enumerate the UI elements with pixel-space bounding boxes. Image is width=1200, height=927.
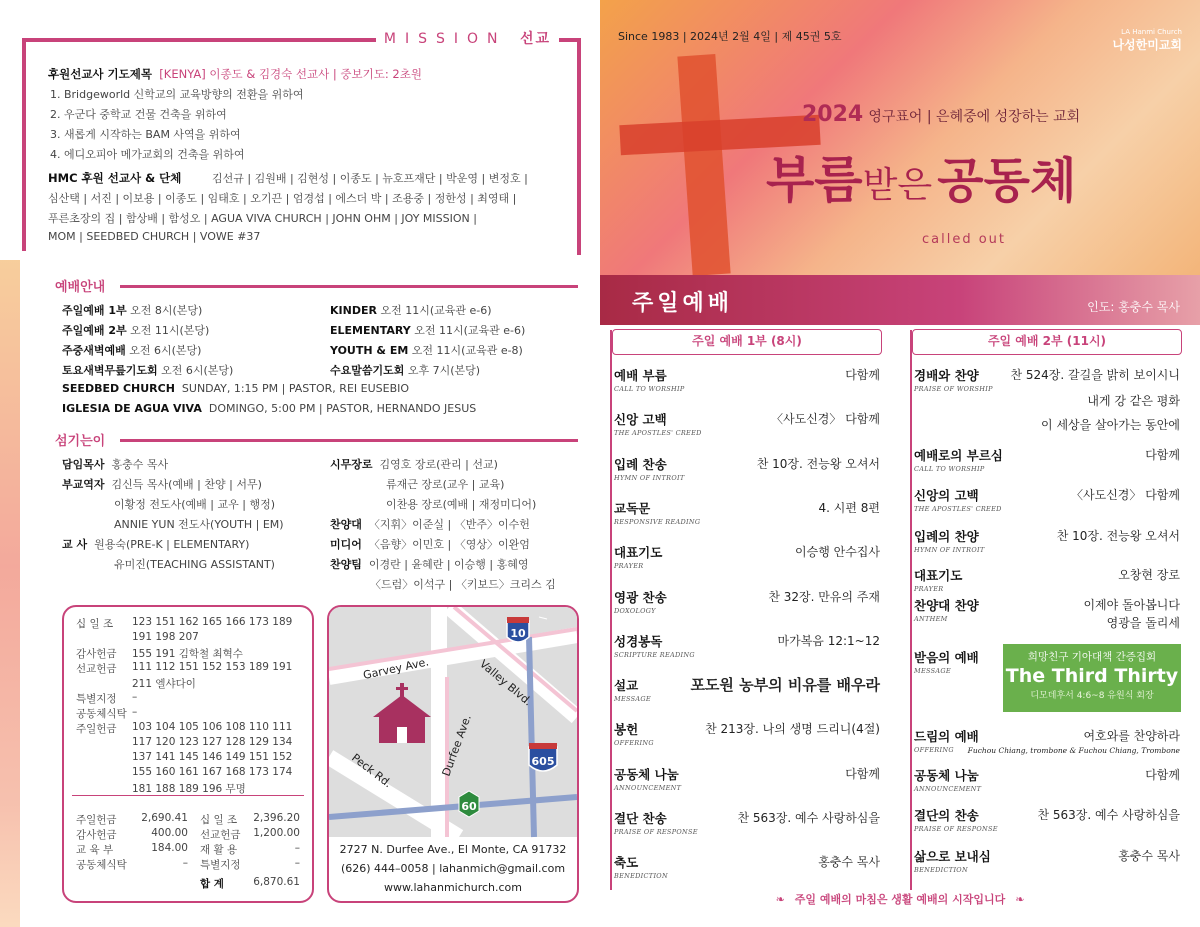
order-item-subtitle: PRAISE OF RESPONSE (614, 828, 698, 836)
green-banner: 희망친구 기아대책 간증집회 The Third Thirty 디모데후서 4:6~8 유원식 회장 (1003, 644, 1181, 712)
service1-title: 주일 예배 1부 (8시) (612, 329, 882, 355)
order-item-title: 신앙의 고백 (914, 488, 979, 503)
offering-row-value: – (132, 706, 138, 718)
worship-item: ELEMENTARY 오전 11시(교육관 e-6) (330, 324, 526, 337)
worship-info-title: 예배안내 (55, 280, 106, 295)
order-item-title: 영광 찬송 (614, 589, 667, 605)
offering-row-value: 103 104 105 106 108 110 111 (132, 721, 293, 733)
order-item-detail: 4. 시편 8편 (818, 500, 880, 515)
offering-row-label: 특별지정 (76, 693, 117, 705)
order-item-title: 봉헌 (614, 722, 639, 738)
order-item-title: 경배와 찬양 (914, 368, 979, 383)
order-item-title: 공동체 나눔 (914, 768, 979, 783)
order-item-detail: 홍충수 목사 (1118, 849, 1180, 863)
svg-text:10: 10 (510, 627, 526, 640)
svg-text:Peck Rd.: Peck Rd. (349, 751, 395, 791)
order-item-subtitle: OFFERING (614, 739, 654, 748)
order-item-detail: 찬 10장. 전능왕 오셔서 (756, 456, 880, 471)
order-item-title: 대표기도 (614, 545, 663, 561)
order-item-subtitle: MESSAGE (614, 695, 651, 704)
order-item-detail: 〈사도신경〉 다함께 (771, 412, 880, 427)
order-item-title: 설교 (614, 678, 639, 694)
staff-row: 미디어 〈음향〉이민호 | 〈영상〉이완엄 (330, 538, 530, 551)
svg-text:605: 605 (531, 755, 555, 768)
staff-row: 〈드럼〉이석구 | 〈키보드〉크리스 김 (370, 578, 556, 591)
order-item-title: 결단 찬송 (614, 811, 667, 826)
interstate-10-icon (507, 617, 529, 642)
order-item-subtitle: OFFERING (914, 746, 954, 754)
worship-item: YOUTH & EM 오전 11시(교육관 e-8) (330, 344, 523, 357)
order-item-detail: 내게 강 같은 평화 (1087, 394, 1180, 408)
staff-row: 류재근 장로(교우 | 교육) (386, 478, 505, 491)
total-value: 6,870.61 (253, 876, 300, 888)
order-item-title: 신앙 고백 (614, 412, 667, 428)
prayer-item: 1. Bridgeworld 신학교의 교육방향의 전환을 위하여 (50, 88, 304, 101)
service-leader: 인도: 홍충수 목사 (1087, 300, 1180, 314)
worship-item: 주중새벽예배 오전 6시(본당) (62, 344, 202, 357)
prayer-item: 4. 에디오피아 메가교회의 건축을 위하여 (50, 148, 245, 161)
offering-row-value: 111 112 151 152 153 189 191 (132, 661, 293, 673)
order-item-subtitle: PRAYER (914, 585, 944, 593)
order-item-title: 공동체 나눔 (614, 766, 679, 782)
order-item-subtitle: ANNOUNCEMENT (614, 783, 682, 792)
order-item-subtitle: THE APOSTLES' CREED (614, 429, 702, 438)
order-item-title: 삶으로 보내심 (914, 849, 991, 864)
order-item-detail: 포도원 농부의 비유를 배우라 (690, 676, 880, 695)
worship-item: 수요말씀기도회 오후 7시(본당) (330, 364, 481, 377)
order-item-subtitle: THE APOSTLES' CREED (914, 505, 1002, 513)
left-page: MISSION 선교 후원선교사 기도제목 [KENYA] 이종도 & 김경숙 선교사 | 중보기도: 2초원 1. Bridgeworld 신학교의 교육방향의 전환을 위하여 2. 우군다 중학교 건물 건축을 위하여 3. 새롭게 시작하는 BAM 사역을 위하여 4. 에디오피아 메가교회의 건축을 위하여 HMC 후원 선교사 & 단체 김선규 | 김원배 | 김현성 | 이종도 | 뉴호프재단 | 박운영 | 변정호 | 심산택 | 서진 | 이보용 | 이종도 | 임태호 | 오기끈 | 엄경섭 | 에스더 박 | 조용중 | 정한성 | 최영태 | 푸른초장의 집 | 함상배 | 함성오 | AGUA VIVA CHURCH | JOHN OHM | JOY MISSION | MOM | SEEDBED CHURCH | VOWE #37 예배안내 주일예배 1부 오전 8시(본당) 주일예배 2부 오전 11시(본당) 주중새벽예배 오전 6시(본당) 토요새벽무릎기도회 오전 6시(본당) KINDER 오전 11시(교육관 e-6) ELEMENTARY 오전 11시(교육관 e-6) YOUTH & EM 오전 11시(교육관 e-8) 수요말씀기도회 오후 7시(본당) SEEDBED CHURCH SUNDAY, 1:15 PM | PASTOR, REI EUSEBIO IGLESIA DE AGUA VIVA DOMINGO, 5:00 PM | PASTOR, HERNANDO JESUS 섬기는이 담임목사 홍충수 목사 부교역자 김신득 목사(예배 | 찬양 | 서무) 이황정 전도사(예배 | 교우 | 행정) ANNIE YUN 전도사(YOUTH | EM) 교 사 원용숙(PRE-K | ELEMENTARY) 유미진(TEACHING ASSISTANT) 시무장로 김영호 장로(관리 | 선교) 류재근 장로(교우 | 교육) 이찬용 장로(예배 | 재정미디어) 찬양대 〈지휘〉이준실 | 〈반주〉이수헌 미디어 〈음향〉이민호 | 〈영상〉이완엄 찬양팀 이경란 | 윤혜란 | 이승행 | 홍혜영 〈드럼〉이석구 | 〈키보드〉크리스 김 십 일 조 123 151 162 165 166 173 189 191 198 207 감사헌금 155 191 김학철 최혁수 선교헌금 111 112 151 152 153 189 191 211 엘샤다이 특별지정 – 공동체식탁 – 주일헌금 103 104 105 106 108 110 111 117 120 123 127 128 129 134 137 141 145 146 149 151 152 155 160 161 167 168 173 174 181 188 189 196 무명 주일헌금 2,690.41 감사헌금 400.00 교 육 부 184.00 공동체식탁 – 십 일 조 2,396.20 선교헌금 1,200.00 재 활 용 – 특별지정 – 합 계 6,870.61 10 605 60 Garvey Ave. Valley Blvd. Durfee Ave. Peck Rd. 2727 N. Durfee Ave., El Monte, CA 91732 (626) 444–0058 | lahanmich@gmail.com www.lahanmichurch.com (0, 0, 600, 927)
right-page (600, 0, 1200, 927)
order-item-title: 찬양대 찬양 (914, 598, 979, 613)
worship-item: SEEDBED CHURCH SUNDAY, 1:15 PM | PASTOR, REI EUSEBIO (62, 382, 410, 395)
called-out: called out (922, 232, 1007, 247)
staff-row: 담임목사 홍충수 목사 (62, 458, 169, 471)
dove-icon: ❧ (1015, 893, 1025, 906)
order-item-detail: 찬 10장. 전능왕 오셔서 (1056, 529, 1180, 543)
order-item-subtitle: RESPONSIVE READING (614, 517, 701, 526)
order-item-detail: 홍충수 목사 (818, 855, 880, 870)
staff-row: 이찬용 장로(예배 | 재정미디어) (386, 498, 537, 511)
offering-row-value: – (132, 691, 138, 703)
order-item-detail: 〈사도신경〉 다함께 (1071, 488, 1180, 502)
order-item-subtitle: PRAYER (614, 562, 644, 571)
order-item-detail: 찬 524장. 갈길을 밝히 보이시니 (1010, 368, 1180, 382)
staff-row: 시무장로 김영호 장로(관리 | 선교) (330, 458, 498, 471)
order-item-detail: 찬 213장. 나의 생명 드리니(4절) (705, 722, 880, 737)
offering-row-label: 공동체식탁 (76, 708, 127, 720)
staff-row: 이황정 전도사(예배 | 교우 | 행정) (114, 498, 275, 511)
order-item-subtitle: HYMN OF INTROIT (614, 473, 685, 482)
worship-item: 토요새벽무릎기도회 오전 6시(본당) (62, 364, 234, 377)
hmc-label: HMC 후원 선교사 & 단체 (48, 171, 182, 185)
order-item-subtitle: MESSAGE (914, 667, 951, 675)
offering-row-label: 선교헌금 (76, 663, 117, 675)
watercolor-wash (0, 260, 20, 927)
order-item-title: 예배 부름 (614, 368, 667, 383)
order-item-detail: 찬 563장. 예수 사랑하심을 (1037, 808, 1180, 822)
order-item-title: 축도 (614, 855, 639, 871)
total-row: 주일헌금 (76, 814, 117, 826)
staff-row: 찬양팀 이경란 | 윤혜란 | 이승행 | 홍혜영 (330, 558, 529, 571)
staff-row: 부교역자 김신득 목사(예배 | 찬양 | 서무) (62, 478, 262, 491)
order-item-title: 드림의 예배 (914, 729, 979, 744)
footer-line: ❧ 주일 예배의 마침은 생활 예배의 시작입니다 ❧ (775, 893, 1025, 906)
offering-row-value: 137 141 145 146 149 151 152 (132, 751, 293, 763)
order-item-subtitle: CALL TO WORSHIP (914, 465, 985, 473)
order-item-detail: 이 세상을 살아가는 동안에 (1041, 418, 1180, 432)
order-item-subtitle: SCRIPTURE READING (614, 650, 695, 659)
offering-row-label: 십 일 조 (76, 618, 114, 630)
order-item-title: 대표기도 (914, 568, 963, 583)
order-item-detail: 다함께 (1145, 768, 1180, 782)
order-item-detail: 이승행 안수집사 (795, 545, 880, 560)
order-item-detail: 마가복음 12:1~12 (777, 633, 880, 648)
order-item-subtitle: BENEDICTION (914, 866, 968, 874)
svg-text:Valley Blvd.: Valley Blvd. (477, 657, 535, 709)
staff-row: 찬양대 〈지휘〉이준실 | 〈반주〉이수헌 (330, 518, 530, 531)
offering-row-value: 155 191 김학철 최혁수 (132, 648, 243, 660)
address: 2727 N. Durfee Ave., El Monte, CA 91732 (339, 843, 567, 856)
order-item-detail: 다함께 (845, 766, 880, 781)
hmc-line: 김선규 | 김원배 | 김현성 | 이종도 | 뉴호프재단 | 박운영 | 변정호 | (212, 172, 528, 185)
offering-row-label: 주일헌금 (76, 723, 117, 735)
order-item-detail: 오창현 장로 (1118, 568, 1180, 582)
order-item-subtitle: PRAISE OF WORSHIP (914, 385, 993, 393)
order-item-detail: 다함께 (845, 368, 880, 382)
order-item-detail: 여호와를 찬양하라 (1083, 729, 1180, 743)
order-item-detail: 찬 563장. 예수 사랑하심을 (737, 811, 880, 825)
svg-text:Garvey Ave.: Garvey Ave. (361, 655, 430, 682)
order-item-title: 결단의 찬송 (914, 808, 979, 823)
order-item-detail: 이제야 돌아봅니다 (1083, 598, 1180, 612)
hmc-line: 푸른초장의 집 | 함상배 | 함성오 | AGUA VIVA CHURCH | JOHN OHM | JOY MISSION | (48, 212, 477, 225)
offering-row-value: 181 188 189 196 무명 (132, 783, 246, 795)
prayer-item: 3. 새롭게 시작하는 BAM 사역을 위하여 (50, 128, 241, 141)
hmc-line: MOM | SEEDBED CHURCH | VOWE #37 (48, 230, 261, 243)
order-item-detail: 다함께 (1145, 448, 1180, 462)
prayer-heading: 후원선교사 기도제목 [KENYA] 이종도 & 김경숙 선교사 | 중보기도: 2초원 (48, 67, 422, 81)
offering-row-value: 117 120 123 127 128 129 134 (132, 736, 293, 748)
staff-row: ANNIE YUN 전도사(YOUTH | EM) (114, 518, 284, 531)
offering-row-label: 감사헌금 (76, 648, 117, 660)
svg-text:Durfee Ave.: Durfee Ave. (439, 712, 474, 779)
offering-row-value: 191 198 207 (132, 631, 199, 643)
worship-item: 주일예배 1부 오전 8시(본당) (62, 304, 203, 317)
total-label: 합 계 (200, 878, 224, 890)
offering-row-value: 155 160 161 167 168 173 174 (132, 766, 293, 778)
issue-info: Since 1983 | 2024년 2월 4일 | 제 45권 5호 (618, 30, 842, 43)
order-item-title: 교독문 (614, 500, 651, 516)
interstate-605-icon (529, 743, 557, 771)
order-item-subtitle: HYMN OF INTROIT (914, 546, 985, 554)
order-item-detail: 영광을 돌리세 (1106, 616, 1180, 630)
map-box (327, 605, 579, 903)
prayer-item: 2. 우군다 중학교 건물 건축을 위하여 (50, 108, 227, 121)
hmc-line: 심산택 | 서진 | 이보용 | 이종도 | 임태호 | 오기끈 | 엄경섭 | 에스더 박 | 조용중 | 정한성 | 최영태 | (48, 192, 517, 205)
motto: 2024 영구표어 | 은혜중에 성장하는 교회 (802, 102, 1081, 127)
order-item-detail: 찬 32장. 만유의 주재 (768, 589, 880, 604)
order-item-subtitle: ANTHEM (914, 615, 948, 623)
order-item-subtitle: CALL TO WORSHIP (614, 385, 685, 393)
service2-title: 주일 예배 2부 (11시) (912, 329, 1182, 355)
svg-text:60: 60 (461, 800, 477, 813)
order-item-title: 입례의 찬양 (914, 529, 979, 544)
offering-row-value: 123 151 162 165 166 173 189 (132, 616, 293, 628)
order-item-title: 예배로의 부르심 (914, 448, 1003, 463)
phone-email: (626) 444–0058 | lahanmich@gmail.com (340, 862, 566, 875)
staff-row: 유미진(TEACHING ASSISTANT) (114, 558, 275, 571)
order-item-subtitle: BENEDICTION (614, 872, 668, 881)
order-item-detail: Fuchou Chiang, trombone & Fuchou Chiang, Trombone (967, 746, 1180, 755)
order-item-title: 받음의 예배 (914, 650, 979, 665)
church-logo: LA Hanmi Church 나성한미교회 (1112, 28, 1182, 52)
order-item-subtitle: ANNOUNCEMENT (914, 785, 982, 793)
mission-title: MISSION 선교 (376, 28, 559, 48)
order-item-title: 성경봉독 (614, 633, 663, 649)
service-title: 주일예배 (632, 291, 734, 316)
worship-item: 주일예배 2부 오전 11시(본당) (62, 324, 210, 337)
worship-item: KINDER 오전 11시(교육관 e-6) (330, 304, 492, 317)
worship-item: IGLESIA DE AGUA VIVA DOMINGO, 5:00 PM | PASTOR, HERNANDO JESUS (62, 402, 477, 415)
highway-60-icon (459, 791, 479, 817)
map (329, 607, 577, 901)
order-item-subtitle: PRAISE OF RESPONSE (914, 825, 998, 833)
order-item-title: 입례 찬송 (614, 456, 667, 472)
staff-row: 교 사 원용숙(PRE-K | ELEMENTARY) (62, 538, 250, 551)
dove-icon: ❧ (775, 893, 785, 906)
staff-title: 섬기는이 (55, 434, 106, 449)
theme-title: 부름받은 공동체 (766, 151, 1077, 209)
order-item-subtitle: DOXOLOGY (614, 606, 656, 615)
offering-row-value: 211 엘샤다이 (132, 678, 196, 690)
website[interactable]: www.lahanmichurch.com (383, 881, 522, 894)
